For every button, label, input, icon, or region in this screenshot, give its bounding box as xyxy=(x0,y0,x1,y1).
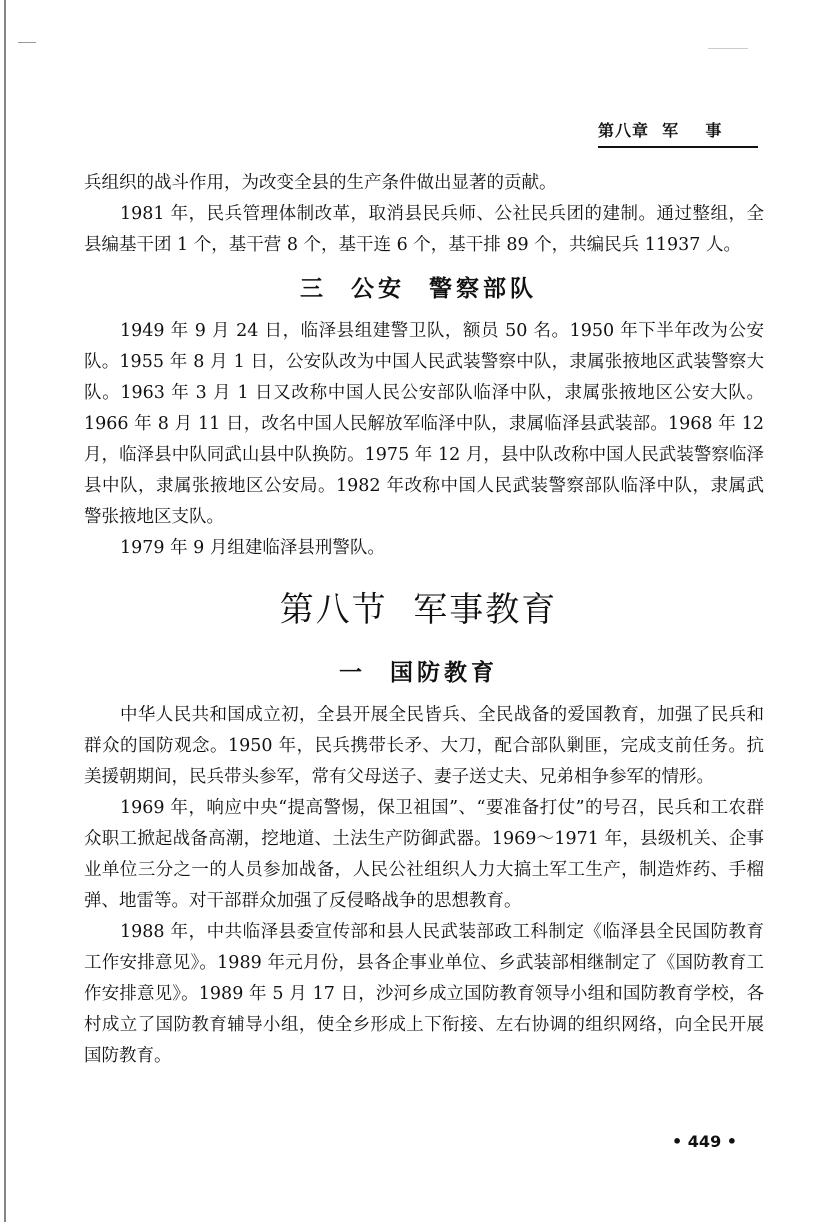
paragraph: 1949 年 9 月 24 日，临泽县组建警卫队，额员 50 名。1950 年下半年改为公安队。1955 年 8 月 1 日，公安队改为中国人民武装警察中队，隶属张掖地区武装警察大队。1963 年 3 月 1 日又改称中国人民公安部队临泽中队，隶属张掖地区公安大队。1966 年 8 月 11 日，改名中国人民解放军临泽中队，隶属临泽县武装部。1968 年 12 月，临泽县中队同武山县中队换防。1975 年 12 月，县中队改称中国人民武装警察临泽县中队，隶属张掖地区公安局。1982 年改称中国人民武装警察部队临泽中队，隶属武警张掖地区支队。 xyxy=(84,321,764,527)
page-number: • 449 • xyxy=(672,1132,737,1151)
section-heading-police: 三 公安 警察部队 xyxy=(299,276,538,302)
paragraph: 中华人民共和国成立初，全县开展全民皆兵、全民战备的爱国教育，加强了民兵和群众的国防观念。1950 年，民兵携带长矛、大刀，配合部队剿匪，完成支前任务。抗美援朝期间，民兵带头参军，常有父母送子、妻子送丈夫、兄弟相争参军的情形。 xyxy=(84,705,764,787)
chapter-section-title: 第八节 军事教育 xyxy=(279,590,558,630)
paragraph: 1969 年，响应中央“提高警惕，保卫祖国”、“要准备打仗”的号召，民兵和工农群众职工掀起战备高潮，挖地道、土法生产防御武器。1969～1971 年，县级机关、企事业单位三分之一的人员参加战备，人民公社组织人力大搞土军工生产，制造炸药、手榴弹、地雷等。对干部群众加强了反侵略战争的思想教育。 xyxy=(84,798,764,911)
section-defense-education-text xyxy=(84,700,764,1072)
section-heading-defense-education: 一 国防教育 xyxy=(338,660,498,686)
section-militia-text xyxy=(84,168,764,261)
running-header: 第八章 军 事 xyxy=(598,118,758,148)
paragraph: 1988 年，中共临泽县委宣传部和县人民武装部政工科制定《临泽县全民国防教育工作安排意见》。1989 年元月份，县各企事业单位、乡武装部相继制定了《国防教育工作安排意见》。1989 年 5 月 17 日，沙河乡成立国防教育领导小组和国防教育学校，各村成立了国防教育辅导小组，使全乡形成上下衔接、左右协调的组织网络，向全民开展国防教育。 xyxy=(84,922,764,1066)
paragraph: 1979 年 9 月组建临泽县刑警队。 xyxy=(120,538,385,558)
paragraph: 兵组织的战斗作用，为改变全县的生产条件做出显著的贡献。 xyxy=(84,173,557,193)
scan-mark xyxy=(708,48,748,49)
section-police-text xyxy=(84,316,764,564)
scan-mark xyxy=(18,42,36,43)
paragraph: 1981 年，民兵管理体制改革，取消县民兵师、公社民兵团的建制。通过整组，全县编基干团 1 个，基干营 8 个，基干连 6 个，基干排 89 个，共编民兵 11937 人。 xyxy=(84,204,764,255)
